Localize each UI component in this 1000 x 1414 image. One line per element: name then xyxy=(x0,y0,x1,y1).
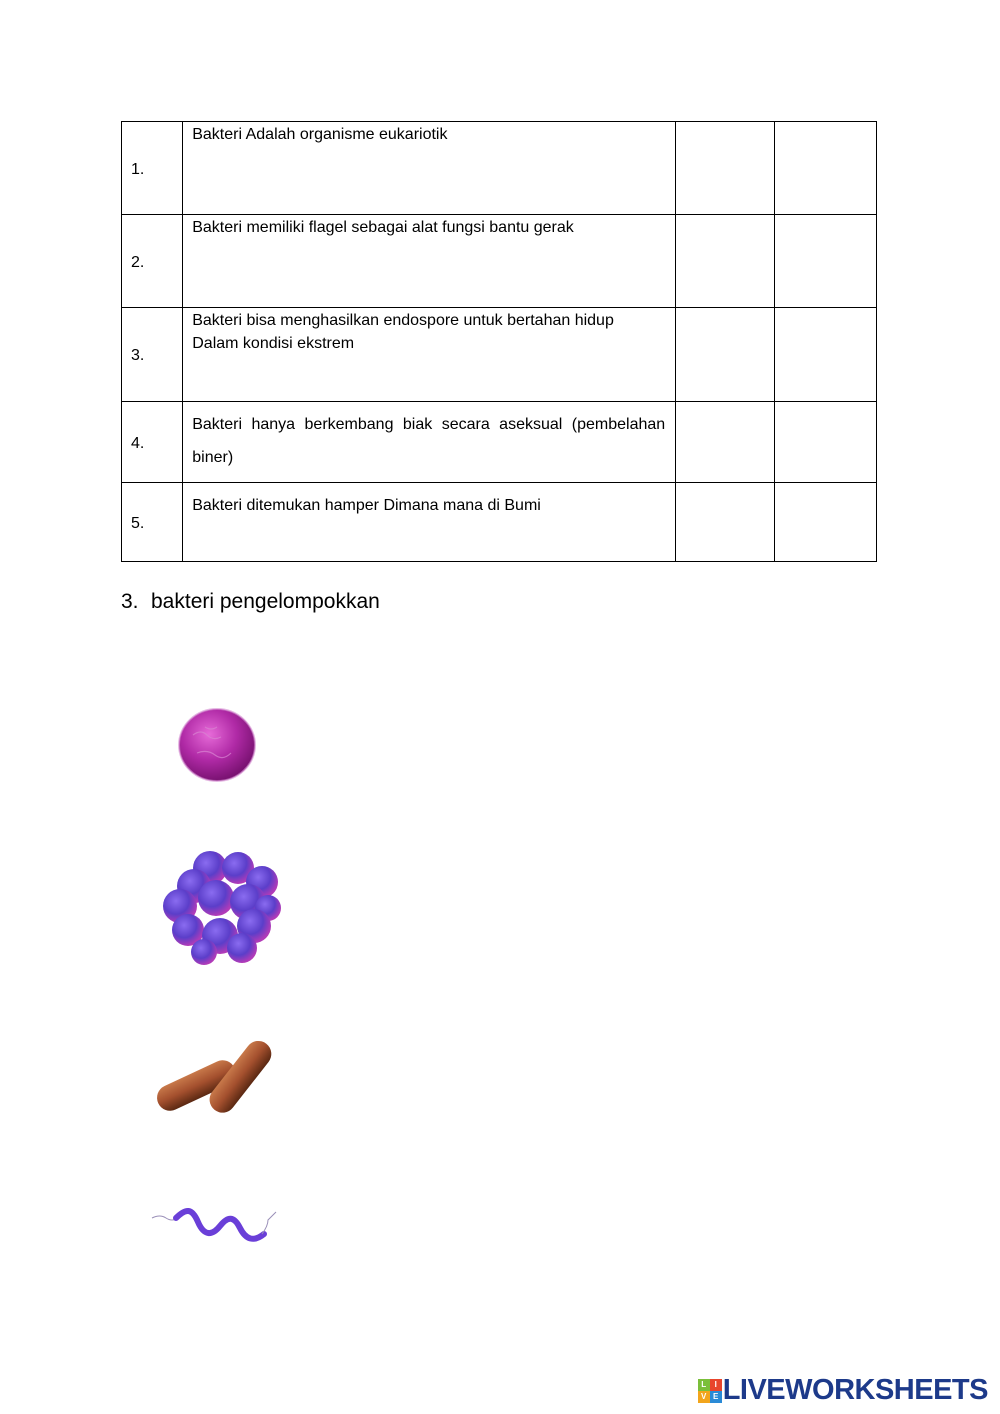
statement-text xyxy=(183,308,676,402)
statement-line: biner) xyxy=(192,449,234,466)
answer-cell-false[interactable] xyxy=(774,402,876,483)
statement-text: Bakteri ditemukan hamper Dimana mana di Bumi xyxy=(183,483,676,562)
brand-name: LIVEWORKSHEETS xyxy=(722,1374,988,1406)
section-number: 3. xyxy=(121,590,139,613)
liveworksheets-logo-icon: L I V E xyxy=(698,1379,722,1403)
section-title xyxy=(121,590,380,614)
true-false-table xyxy=(121,121,877,562)
liveworksheets-logo xyxy=(698,1374,988,1407)
table-row xyxy=(122,122,877,215)
row-number: 3. xyxy=(122,308,183,402)
statement-text xyxy=(183,402,676,483)
answer-cell-false[interactable] xyxy=(774,122,876,215)
answer-cell-true[interactable] xyxy=(676,308,774,402)
statement-line: Bakteri hanya berkembang biak secara aseksual (pembelahan xyxy=(192,416,666,433)
statement-line: Bakteri bisa menghasilkan endospore untuk bertahan hidup xyxy=(192,312,614,329)
bacillus-icon[interactable] xyxy=(150,1037,280,1121)
spirillum-icon[interactable] xyxy=(150,1200,282,1260)
answer-cell-false[interactable] xyxy=(774,308,876,402)
table-row xyxy=(122,308,877,402)
row-number: 4. xyxy=(122,402,183,483)
table-row xyxy=(122,402,877,483)
answer-cell-true[interactable] xyxy=(676,402,774,483)
table-row xyxy=(122,215,877,308)
staphylococcus-icon[interactable] xyxy=(158,848,286,972)
statement-line: Dalam kondisi ekstrem xyxy=(192,335,355,352)
row-number: 1. xyxy=(122,122,183,215)
coccus-icon[interactable] xyxy=(175,705,259,785)
statement-text: Bakteri Adalah organisme eukariotik xyxy=(183,122,676,215)
answer-cell-false[interactable] xyxy=(774,215,876,308)
table-row xyxy=(122,483,877,562)
answer-cell-true[interactable] xyxy=(676,483,774,562)
answer-cell-true[interactable] xyxy=(676,215,774,308)
answer-cell-false[interactable] xyxy=(774,483,876,562)
statement-text: Bakteri memiliki flagel sebagai alat fungsi bantu gerak xyxy=(183,215,676,308)
section-title-text: bakteri pengelompokkan xyxy=(151,590,380,613)
answer-cell-true[interactable] xyxy=(676,122,774,215)
row-number: 5. xyxy=(122,483,183,562)
row-number: 2. xyxy=(122,215,183,308)
